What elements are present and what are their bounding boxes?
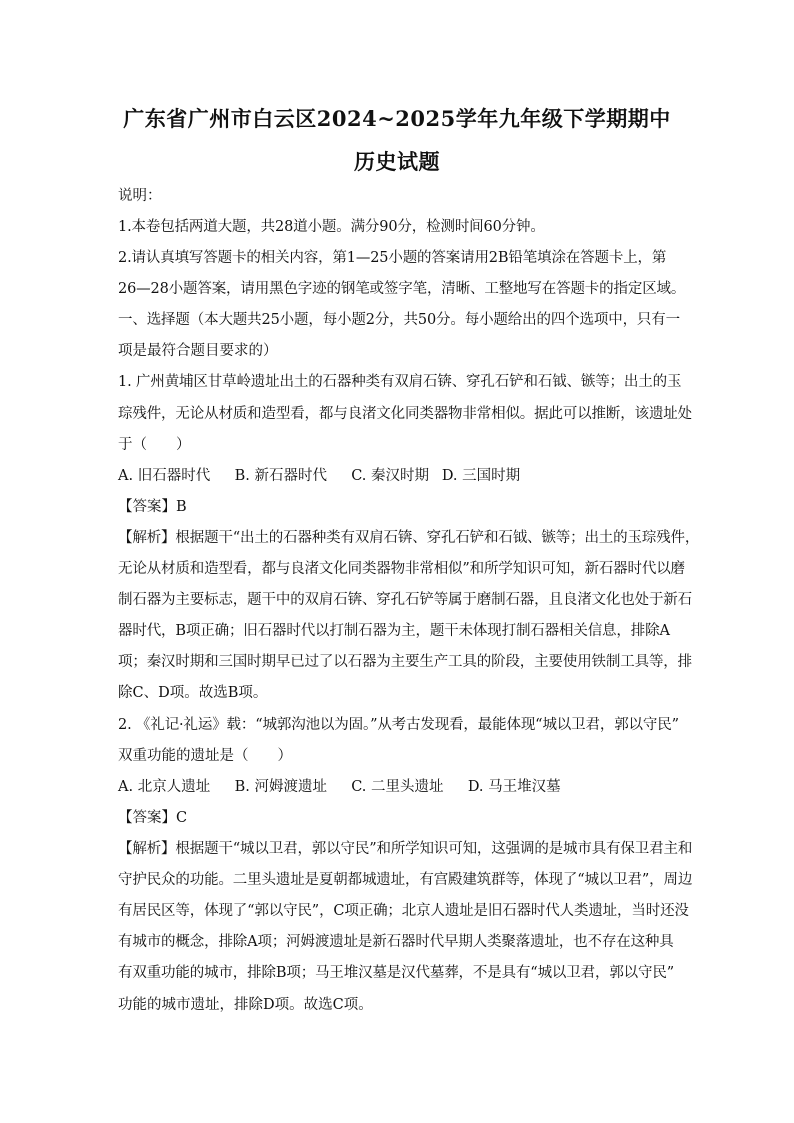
section-heading-line-1: 一、选择题（本大题共25小题，每小题2分，共50分。每小题给出的四个选项中，只有一 (118, 312, 680, 328)
question-1-analysis-line-2: 无论从材质和造型看，都与良渚文化同类器物非常相似”和所学知识可知，新石器时代以磨 (118, 561, 685, 577)
question-1-answer: 【答案】B (118, 499, 187, 515)
question-1-option-a: A. 旧石器时代 (118, 468, 211, 484)
question-2-analysis-line-4: 有城市的概念，排除A项；河姆渡遗址是新石器时代早期人类聚落遗址，也不存在这种具 (118, 934, 674, 950)
question-1-options (118, 466, 520, 486)
instruction-item-2-line-2: 26—28小题答案，请用黑色字迹的钢笔或签字笔，清晰、工整地写在答题卡的指定区域。 (118, 281, 686, 297)
question-2-analysis-line-3: 有居民区等，体现了“郭以守民”，C项正确；北京人遗址是旧石器时代人类遗址，当时还没 (118, 903, 689, 919)
question-1-analysis-line-6: 除C、D项。故选B项。 (118, 685, 268, 701)
question-2-stem-line-2: 双重功能的遗址是（ ） (118, 748, 292, 764)
question-2-option-b: B. 河姆渡遗址 (234, 779, 327, 795)
question-1-stem-line-1: 1. 广州黄埔区甘草岭遗址出土的石器种类有双肩石锛、穿孔石铲和石钺、镞等；出土的玉 (118, 374, 682, 390)
question-1-analysis-line-4: 器时代，B项正确；旧石器时代以打制石器为主，题干未体现打制石器相关信息，排除A (118, 623, 670, 639)
question-2-analysis-line-1: 【解析】根据题干“城以卫君，郭以守民”和所学知识可知，这强调的是城市具有保卫君主和 (118, 841, 693, 857)
question-1-stem-line-3: 于（ ） (118, 437, 191, 453)
question-1-option-c: C. 秦汉时期 (351, 468, 430, 484)
question-1-analysis-line-3: 制石器为主要标志，题干中的双肩石锛、穿孔石铲等属于磨制石器，且良渚文化也处于新石 (118, 592, 692, 608)
section-heading-line-2: 项是最符合题目要求的） (118, 343, 278, 359)
question-2-answer: 【答案】C (118, 810, 188, 826)
question-2-option-a: A. 北京人遗址 (118, 779, 211, 795)
question-2-option-d: D. 马王堆汉墓 (467, 779, 561, 795)
exam-title: 广东省广州市白云区2024~2025学年九年级下学期期中 (123, 106, 671, 131)
question-1-option-b: B. 新石器时代 (234, 468, 327, 484)
question-2-analysis-line-6: 功能的城市遗址，排除D项。故选C项。 (118, 997, 373, 1013)
question-1-stem-line-2: 琮残件，无论从材质和造型看，都与良渚文化同类器物非常相似。据此可以推断，该遗址处 (118, 406, 692, 422)
question-1-analysis-line-5: 项；秦汉时期和三国时期早已过了以石器为主要生产工具的阶段，主要使用铁制工具等，排 (118, 654, 692, 670)
question-1-analysis-line-1: 【解析】根据题干“出土的石器种类有双肩石锛、穿孔石铲和石钺、镞等；出土的玉琮残件， (118, 530, 700, 546)
question-2-option-c: C. 二里头遗址 (351, 779, 444, 795)
instruction-item-2-line-1: 2.请认真填写答题卡的相关内容，第1—25小题的答案请用2B铅笔填涂在答题卡上，第 (118, 250, 667, 266)
question-2-analysis-line-5: 有双重功能的城市，排除B项；马王堆汉墓是汉代墓葬，不是具有“城以卫君，郭以守民” (118, 965, 674, 981)
question-2-analysis-line-2: 守护民众的功能。二里头遗址是夏朝都城遗址，有宫殿建筑群等，体现了“城以卫君”，周边 (118, 872, 693, 888)
question-2-options (118, 777, 561, 797)
question-1-option-d: D. 三国时期 (441, 468, 521, 484)
instruction-item-1: 1.本卷包括两道大题，共28道小题。满分90分，检测时间60分钟。 (118, 219, 545, 235)
exam-subject-title: 历史试题 (354, 149, 440, 174)
instructions-label: 说明： (118, 188, 162, 204)
question-2-stem-line-1: 2. 《礼记·礼运》载：“城郭沟池以为固。”从考古发现看，最能体现“城以卫君，郭以守民” (118, 717, 679, 733)
